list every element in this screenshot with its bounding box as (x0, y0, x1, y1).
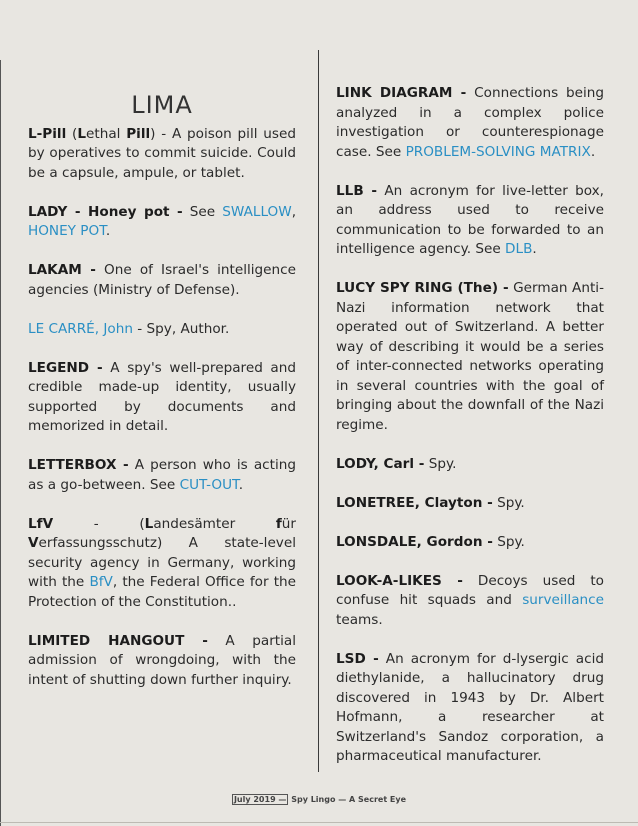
entry-term: LAKAM - (28, 262, 96, 278)
cross-reference-link[interactable]: HONEY POT (28, 223, 106, 239)
glossary-entry (28, 261, 296, 300)
glossary-entry (336, 455, 604, 475)
glossary-entry (28, 515, 296, 613)
entry-term: LfV (28, 515, 54, 532)
glossary-entry (336, 84, 604, 162)
footer-title: Spy Lingo — A Secret Eye (291, 795, 407, 804)
entry-term: LINK DIAGRAM - (336, 85, 467, 101)
glossary-entry (28, 456, 296, 495)
entry-term: Pill (126, 125, 151, 142)
entry-text: See (182, 203, 223, 220)
entry-text: ethal (86, 125, 127, 142)
entry-term: LONSDALE, Gordon - (336, 533, 493, 550)
glossary-entry (336, 494, 604, 514)
entry-text: - ( (53, 515, 145, 532)
glossary-entry (336, 572, 604, 631)
entry-term: LOOK-A-LIKES - (336, 572, 463, 589)
entry-term: LODY, Carl - (336, 455, 425, 472)
glossary-entry (28, 203, 296, 242)
cross-reference-link[interactable]: SWALLOW (222, 203, 292, 220)
left-column (28, 91, 297, 710)
entry-text: - Spy, Author. (132, 320, 230, 337)
entry-text: teams. (336, 611, 383, 628)
entry-text: . (238, 476, 244, 493)
glossary-entry (336, 279, 604, 435)
glossary-entry (28, 359, 296, 437)
entry-term: LETTERBOX - (28, 457, 129, 473)
page-edge (0, 60, 1, 826)
entry-term: L (77, 125, 87, 142)
cross-reference-link[interactable]: CUT-OUT (179, 476, 239, 493)
entry-text: A spy's well-prepared and credible made-up identity, usually supported by documents and memorized in detail. (28, 359, 296, 434)
entry-term: L (144, 515, 154, 532)
entry-text: . (105, 223, 111, 239)
section-heading: LIMA (131, 91, 193, 119)
entry-text: erfassungsschutz) A state-level security agency in Germany, working with the (28, 535, 296, 590)
page-footer (0, 795, 638, 804)
entry-text: German Anti-Nazi information network that operated out of Switzerland. A better way of describing it would be a series of inter-connected networks operating in several countries with the goal of bringing about the downfall of the Nazi regime. (336, 280, 604, 433)
entry-text: ) - A poison pill used by operatives to commit suicide. Could be a capsule, ampule, or tablet. (28, 125, 296, 181)
entry-text: Spy. (492, 494, 525, 511)
entry-text: , the Federal Office for the Protection of the Constitution.. (28, 574, 296, 610)
entry-text: , (291, 203, 297, 220)
entry-text: andesämter (153, 515, 276, 532)
entry-term: LADY - Honey pot - (28, 203, 183, 220)
entry-term: LIMITED HANGOUT - (28, 632, 208, 649)
cross-reference-link[interactable]: LE CARRÉ, John (28, 320, 133, 337)
entry-text: . (590, 143, 596, 160)
entry-text: A partial admission of wrongdoing, with the intent of shutting down further inquiry. (28, 632, 296, 688)
entry-term: V (28, 535, 39, 551)
entry-text: ( (66, 125, 78, 142)
entry-term: LSD - (336, 650, 379, 667)
entry-text: Spy. (492, 533, 525, 550)
entry-text: Decoys used to confuse hit squads and (336, 572, 604, 608)
entry-term: LUCY SPY RING (The) - (336, 280, 509, 296)
entry-text: . (532, 241, 537, 257)
glossary-entry (336, 182, 604, 260)
glossary-entry (28, 125, 296, 184)
glossary-entry (336, 650, 604, 767)
cross-reference-link[interactable]: BfV (89, 574, 113, 590)
cross-reference-link[interactable]: DLB (505, 241, 533, 257)
entry-text: A person who is acting as a go-between. See (28, 457, 296, 493)
cross-reference-link[interactable]: PROBLEM-SOLVING MATRIX (405, 143, 591, 160)
entry-text: One of Israel's intelligence agencies (Ministry of Defense). (28, 262, 296, 298)
entry-text: Connections being analyzed in a complex police investigation or counterespionage case. See (336, 85, 604, 160)
entry-text: ür (281, 515, 296, 532)
cross-reference-link[interactable]: surveillance (522, 592, 604, 608)
entry-term: LONETREE, Clayton - (336, 494, 493, 511)
glossary-entry (336, 533, 604, 553)
glossary-entry (28, 320, 296, 340)
entry-term: f (275, 515, 282, 532)
entry-text: Spy. (424, 455, 457, 472)
entry-text: An acronym for d-lysergic acid diethylanide, a hallucinatory drug discovered in 1943 by Dr. Albert Hofmann, a researcher at Switzerland's Sandoz corporation, a pharmaceutical manufacturer. (336, 650, 604, 764)
footer-date: July 2019 — (233, 795, 287, 804)
right-entries (336, 84, 604, 767)
bottom-rule (0, 822, 638, 823)
left-entries (28, 125, 296, 691)
entry-term: L-Pill (28, 125, 67, 142)
entry-term: LLB - (336, 182, 378, 199)
column-divider (318, 50, 319, 772)
glossary-entry (28, 632, 296, 691)
entry-text: An acronym for live-letter box, an address used to receive communication to be forwarded to an intelligence agency. See (336, 182, 604, 257)
right-column (336, 84, 604, 786)
entry-term: LEGEND - (28, 359, 103, 376)
